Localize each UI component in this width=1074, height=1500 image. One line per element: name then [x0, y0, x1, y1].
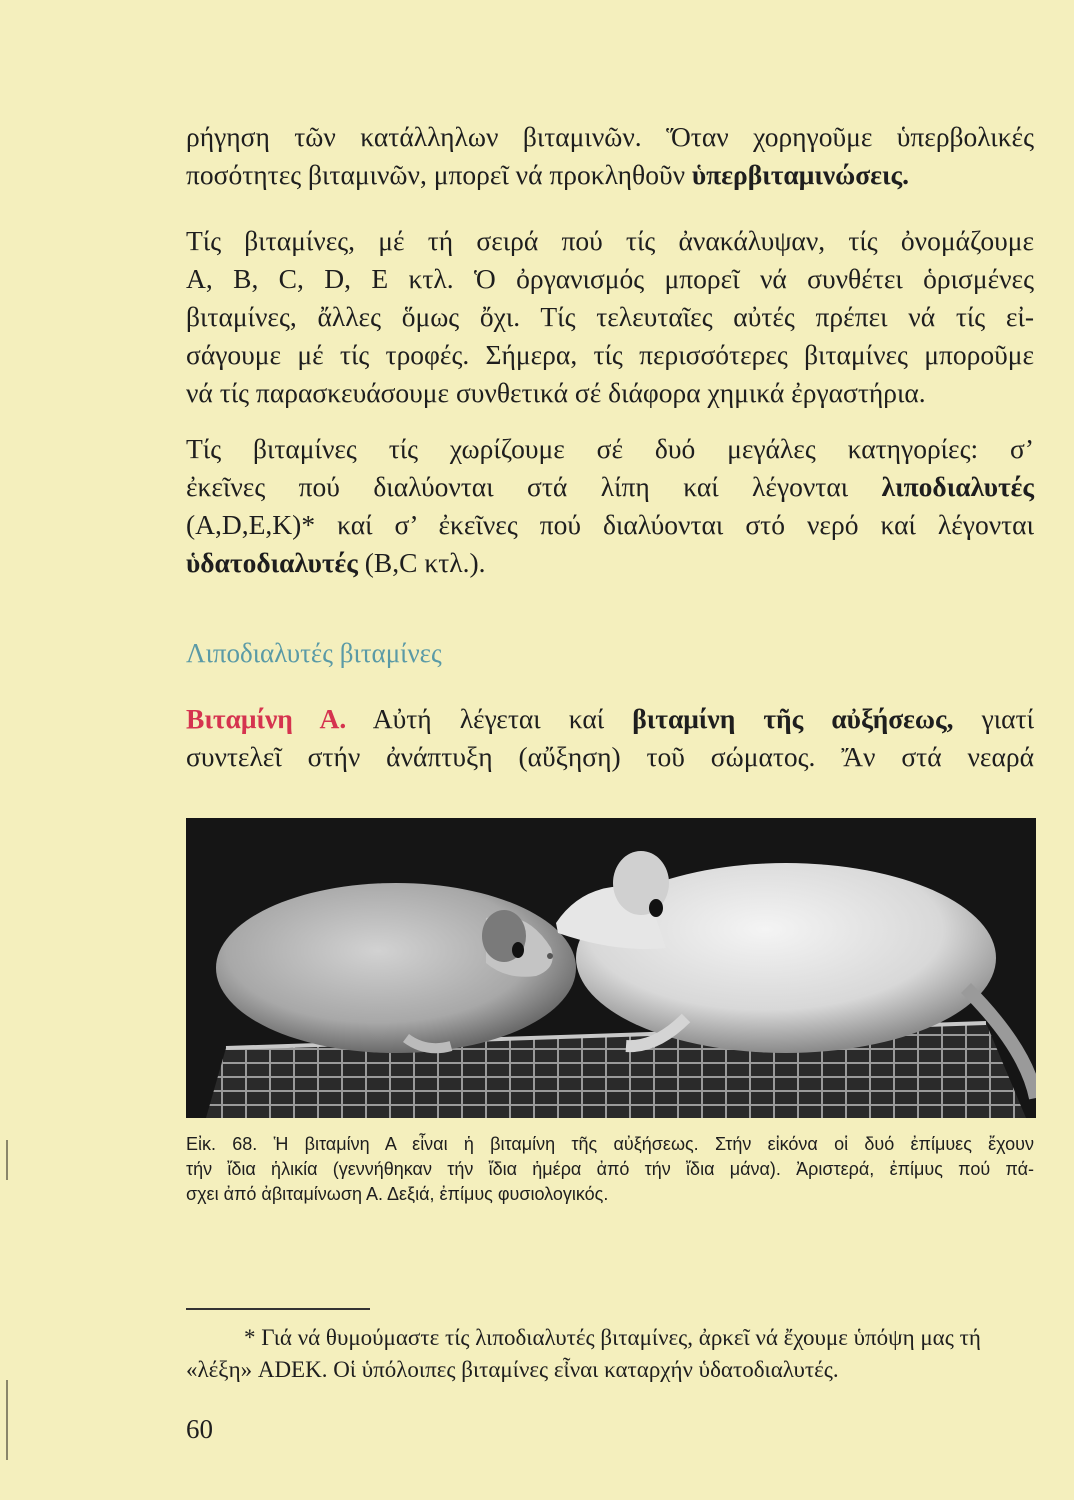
- caption-line: Εἰκ. 68. Ἡ βιταμίνη Α εἶναι ἡ βιταμίνη τῆς αὐξήσεως. Στήν εἰκόνα οἱ δυό ἐπίμυες ἔχουν: [186, 1134, 1034, 1154]
- text-line: [186, 544, 1034, 582]
- text-line: ρήγηση τῶν κατάλληλων βιταμινῶν. Ὅταν χορηγοῦμε ὑπερβολικές: [186, 121, 1034, 152]
- text-line: [186, 156, 1034, 194]
- text-line: βιταμίνες, ἄλλες ὅμως ὄχι. Τίς τελευταῖες αὐτές πρέπει νά τίς εἰ-: [186, 301, 1034, 332]
- text-line: Τίς βιταμίνες, μέ τή σειρά πού τίς ἀνακάλυψαν, τίς ὀνομάζουμε: [186, 225, 1034, 256]
- page-number: 60: [186, 1414, 213, 1444]
- caption-line: τήν ἴδια ἡλικία (γεννήθηκαν τήν ἴδια ἡμέρα ἀπό τήν ἴδια μάνα). Ἀριστερά, ἐπίμυς πού πά-: [186, 1159, 1034, 1179]
- text-span: ἐκεῖνες πού διαλύονται στά λίπη καί λέγονται: [186, 471, 882, 502]
- text-span: (B,C κτλ.).: [357, 547, 486, 578]
- paragraph-categories: [186, 430, 1034, 582]
- text-span: γιατί: [953, 703, 1034, 734]
- text-line: (A,D,E,K)* καί σ’ ἐκεῖνες πού διαλύονται στό νερό καί λέγονται: [186, 509, 1034, 540]
- paragraph-vitamin-a: [186, 700, 1034, 776]
- footnote-divider: [186, 1308, 370, 1310]
- bold-term: βιταμίνη τῆς αὐξήσεως,: [632, 703, 954, 734]
- rats-illustration: [186, 818, 1036, 1118]
- footnote: [186, 1322, 1034, 1386]
- caption-line: σχει ἀπό ἀβιταμίνωση Α. Δεξιά, ἐπίμυς φυσιολογικός.: [186, 1184, 609, 1204]
- figure-caption: [186, 1132, 1034, 1207]
- text-line: συντελεῖ στήν ἀνάπτυξη (αὔξηση) τοῦ σώματος. Ἄν στά νεαρά: [186, 741, 1034, 772]
- scan-edge-mark: [6, 1380, 8, 1460]
- rats-photo: [186, 818, 1036, 1118]
- rat-left: [216, 883, 576, 1053]
- text-line: [186, 700, 1034, 738]
- paragraph-overdose: [186, 118, 1034, 194]
- text-span: Αὐτή λέγεται καί: [346, 703, 633, 734]
- footnote-line: * Γιά νά θυμούμαστε τίς λιποδιαλυτές βιταμίνες, ἀρκεῖ νά ἔχουμε ὑπόψη μας τή: [244, 1325, 981, 1350]
- section-heading: Λιποδιαλυτές βιταμίνες: [186, 638, 442, 668]
- footnote-line: «λέξη» ADEK. Οἱ ὑπόλοιπες βιταμίνες εἶναι καταρχήν ὑδατοδιαλυτές.: [186, 1357, 839, 1382]
- bold-term: ὑπερβιταμινώσεις.: [691, 159, 909, 190]
- bold-term: ὑδατοδιαλυτές: [186, 547, 358, 578]
- text-line: A, B, C, D, E κτλ. Ὁ ὀργανισμός μπορεῖ νά συνθέτει ὁρισμένες: [186, 263, 1034, 294]
- bold-term: λιποδιαλυτές: [881, 471, 1034, 502]
- vitamin-a-heading: Βιταμίνη Α.: [186, 703, 347, 734]
- paragraph-naming: [186, 222, 1034, 412]
- text-line: σάγουμε μέ τίς τροφές. Σήμερα, τίς περισσότερες βιταμίνες μποροῦμε: [186, 339, 1034, 370]
- text-line: [186, 468, 1034, 506]
- text-span: ποσότητες βιταμινῶν, μπορεῖ νά προκληθοῦν: [186, 159, 692, 190]
- text-line: νά τίς παρασκευάσουμε συνθετικά σέ διάφορα χημικά ἐργαστήρια.: [186, 377, 926, 408]
- scan-edge-mark: [6, 1140, 8, 1180]
- text-line: Τίς βιταμίνες τίς χωρίζουμε σέ δυό μεγάλες κατηγορίες: σ’: [186, 433, 1034, 464]
